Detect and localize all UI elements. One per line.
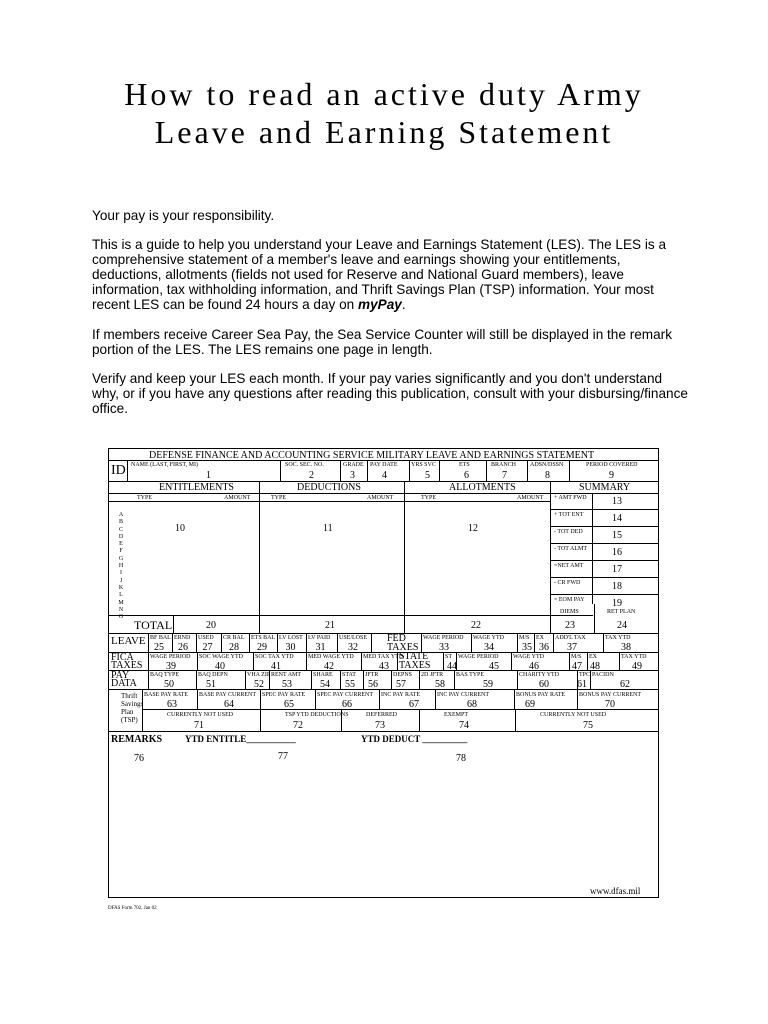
- leave-field-divider: [306, 633, 307, 652]
- pay-field-divider: [590, 670, 591, 689]
- id-branch-num: 7: [502, 470, 507, 481]
- tsp-row1-num: 67: [409, 699, 419, 710]
- state-field-label: ST: [445, 654, 453, 660]
- fed-field-divider: [517, 633, 518, 652]
- id-name-label: NAME (LAST, FIRST, MI): [131, 462, 198, 468]
- tsp-row1-label: INC PAY RATE: [381, 692, 421, 698]
- summary-row-label: - TOT DED: [554, 529, 583, 535]
- fica-field-divider: [148, 652, 149, 670]
- fica-field-label: SOC WAGE YTD: [199, 654, 244, 660]
- summary-row-divider: [550, 594, 658, 595]
- tsp-label-2: Savings: [121, 700, 144, 708]
- tsp-row2-label: CURRENTLY NOT USED: [167, 712, 234, 718]
- id-divider: [367, 460, 368, 481]
- id-label: ID: [111, 463, 126, 478]
- leave-field-label: BF BAL: [150, 635, 171, 641]
- state-field-divider: [443, 652, 444, 670]
- fica-state-divider: [397, 652, 398, 670]
- page-title-line-2: Leave and Earning Statement: [154, 114, 614, 150]
- pay-field-num: 59: [483, 679, 493, 690]
- ent-amount-col: AMOUNT: [224, 495, 251, 501]
- id-divider: [569, 460, 570, 481]
- state-field-num: 46: [529, 661, 539, 672]
- fica-field-num: 39: [166, 661, 176, 672]
- pay-data-label-2: DATA: [111, 678, 137, 689]
- tsp-row1-label: SPEC PAY RATE: [262, 692, 306, 698]
- allotments-num: 12: [468, 523, 478, 534]
- fed-field-num: 38: [621, 642, 631, 653]
- leave-field-divider: [196, 633, 197, 652]
- row-letter: K: [118, 584, 124, 591]
- tsp-row1-divider: [379, 689, 380, 709]
- total-allot-num: 22: [471, 620, 481, 631]
- header-divider: [109, 460, 658, 461]
- retplan-num: 24: [617, 620, 627, 631]
- pay-bottom-divider: [109, 689, 658, 690]
- summary-row-num: 15: [612, 530, 622, 541]
- tsp-row2-divider: [260, 709, 261, 731]
- tsp-row1-num: 66: [342, 699, 352, 710]
- state-field-divider: [456, 652, 457, 670]
- leave-field-label: LV PAID: [308, 635, 331, 641]
- tsp-row1-divider: [260, 689, 261, 709]
- pay-field-num: 62: [620, 679, 630, 690]
- leave-field-label: USE/LOSE: [339, 635, 368, 641]
- tsp-row1-num: 68: [467, 699, 477, 710]
- fed-field-divider: [471, 633, 472, 652]
- pay-field-num: 51: [206, 679, 216, 690]
- state-field-label: M/S: [571, 654, 582, 660]
- id-grade-num: 3: [350, 470, 355, 481]
- paragraph-sea-pay: If members receive Career Sea Pay, the Sea Service Counter will still be displayed in the remark portion of the LES. The LES remains one page in length.: [92, 327, 672, 357]
- id-ssn-num: 2: [309, 470, 314, 481]
- tsp-label-1: Thrift: [121, 692, 138, 700]
- pay-field-label: SHARE: [313, 672, 333, 678]
- pay-field-num: 56: [368, 679, 378, 690]
- tsp-row2-divider: [341, 709, 342, 731]
- pay-field-num: 53: [282, 679, 292, 690]
- remarks-num: 76: [134, 753, 144, 764]
- leave-field-divider: [172, 633, 173, 652]
- state-field-label: WAGE YTD: [513, 654, 544, 660]
- pay-field-label: BAQ TYPE: [150, 672, 180, 678]
- leave-field-num: 31: [315, 642, 326, 653]
- pay-field-divider: [196, 670, 197, 689]
- row-letter: M: [118, 599, 124, 606]
- id-divider: [340, 460, 341, 481]
- pay-field-label: BAS TYPE: [456, 672, 485, 678]
- paragraph-verify: Verify and keep your LES each month. If your pay varies significantly and you don't understand why, or if you have any questions after reading this publication, consult with your disbursing/finance office.: [92, 371, 688, 416]
- leave-label: LEAVE: [111, 635, 146, 647]
- tsp-row2-num: 73: [375, 720, 385, 731]
- tsp-row2-num: 71: [194, 720, 204, 731]
- tsp-row2-divider: [515, 709, 516, 731]
- fica-label-2: TAXES: [111, 660, 143, 671]
- tsp-row1-label: BASE PAY RATE: [144, 692, 189, 698]
- row-letter: J: [119, 577, 123, 584]
- pay-field-label: PACIDN: [592, 672, 614, 678]
- state-taxes-label-1: STATE: [399, 651, 429, 662]
- tsp-row1-divider: [577, 689, 578, 709]
- tsp-row2-label: CURRENTLY NOT USED: [540, 712, 607, 718]
- id-period-num: 9: [609, 470, 614, 481]
- fica-field-label: MED TAX YTD: [363, 654, 404, 660]
- pay-field-num: 50: [164, 679, 174, 690]
- pay-field-num: 54: [320, 679, 330, 690]
- fed-field-num: 34: [484, 642, 494, 653]
- summary-row-label: - CR FWD: [554, 580, 581, 586]
- total-top-divider: [109, 615, 593, 616]
- tsp-row2-num: 74: [459, 720, 469, 731]
- paragraph-guide: [92, 237, 692, 312]
- fed-field-label: WAGE PERIOD: [423, 635, 464, 641]
- tsp-row1-num: 69: [525, 699, 535, 710]
- fica-field-num: 42: [324, 661, 334, 672]
- state-field-divider: [619, 652, 620, 670]
- state-field-num: 49: [632, 661, 642, 672]
- id-ets-label: ETS: [459, 462, 470, 468]
- row-letters: [117, 512, 125, 621]
- summary-row-num: 17: [612, 564, 622, 575]
- id-period-label: PERIOD COVERED: [586, 462, 638, 468]
- remarks-label: REMARKS: [111, 734, 163, 745]
- pay-field-divider: [245, 670, 246, 689]
- pay-field-divider: [419, 670, 420, 689]
- id-divider: [527, 460, 528, 481]
- pay-field-divider: [454, 670, 455, 689]
- pay-data-label-1: PAY: [111, 670, 130, 681]
- pay-field-divider: [517, 670, 518, 689]
- fed-taxes-label-1: FED: [387, 633, 406, 644]
- allotments-header: ALLOTMENTS: [449, 482, 516, 493]
- pay-field-divider: [340, 670, 341, 689]
- leave-field-divider: [337, 633, 338, 652]
- retplan-label: RET PLAN: [607, 609, 636, 615]
- leave-field-label: LV LOST: [279, 635, 303, 641]
- pay-field-num: 61: [577, 679, 587, 690]
- fed-field-divider: [421, 633, 422, 652]
- tsp-label-3: Plan: [121, 708, 134, 716]
- ent-type-col: TYPE: [137, 495, 152, 501]
- tsp-row2-divider: [419, 709, 420, 731]
- ytd-deduct-num: 78: [456, 753, 466, 764]
- state-field-num: 47: [572, 661, 582, 672]
- id-name-num: 1: [206, 470, 211, 481]
- state-field-num: 44: [447, 661, 457, 672]
- leave-field-num: 25: [154, 642, 164, 653]
- pay-field-label: CHARITY YTD: [519, 672, 560, 678]
- id-divider: [486, 460, 487, 481]
- fica-field-num: 41: [271, 661, 281, 672]
- state-taxes-label-2: TAXES: [399, 660, 431, 671]
- state-field-label: EX: [589, 654, 597, 660]
- tsp-label-divider: [142, 689, 143, 731]
- id-divider: [439, 460, 440, 481]
- row-letter: G: [118, 555, 124, 562]
- row-letter: L: [119, 592, 123, 599]
- leave-field-num: 27: [202, 642, 213, 653]
- summary-row-label: + AMT FWD: [554, 495, 587, 501]
- tsp-bottom-divider: [109, 731, 658, 732]
- fica-field-num: 43: [379, 661, 389, 672]
- form-id: DFAS Form 702, Jan 02: [108, 906, 157, 911]
- tsp-row1-label: BASE PAY CURRENT: [199, 692, 257, 698]
- tsp-row1-label: BONUS PAY CURRENT: [579, 692, 642, 698]
- id-yrssvc-num: 5: [425, 470, 430, 481]
- paragraph-responsibility: Your pay is your responsibility.: [92, 208, 275, 223]
- tsp-row2-label: DEFERRED: [366, 712, 398, 718]
- fed-field-divider: [534, 633, 535, 652]
- col-divider-ent-ded: [259, 481, 260, 633]
- fed-field-num: 35: [522, 642, 532, 653]
- leave-field-num: 28: [229, 642, 239, 653]
- tsp-row1-divider: [197, 689, 198, 709]
- id-paydate-num: 4: [382, 470, 387, 481]
- summary-box-right: [592, 493, 593, 604]
- fica-field-divider: [306, 652, 307, 670]
- total-left-divider: [173, 615, 174, 633]
- pay-field-divider: [269, 670, 270, 689]
- summary-row-divider: [550, 560, 658, 561]
- fica-label-1: FICA: [111, 652, 134, 663]
- id-yrssvc-label: YRS SVC: [411, 462, 436, 468]
- pay-field-num: 58: [435, 679, 445, 690]
- leave-field-num: 32: [348, 642, 358, 653]
- subheader-divider: [109, 501, 550, 502]
- id-adsn-label: ADSN/DSSN: [530, 462, 564, 468]
- tsp-row1-divider: [315, 689, 316, 709]
- tsp-row1-num: 65: [284, 699, 294, 710]
- form-header: DEFENSE FINANCE AND ACCOUNTING SERVICE MILITARY LEAVE AND EARNINGS STATEMENT: [149, 450, 595, 461]
- pay-field-label: 2D JFTR: [421, 672, 444, 678]
- id-ets-num: 6: [464, 470, 469, 481]
- summary-row-label: - TOT ALMT: [554, 546, 588, 552]
- row-letter: F: [119, 548, 123, 555]
- entitlements-header: ENTITLEMENTS: [159, 482, 234, 493]
- pay-field-label: DEPNS: [393, 672, 413, 678]
- id-paydate-label: PAY DATE: [370, 462, 398, 468]
- summary-header: SUMMARY: [579, 482, 631, 493]
- leave-field-divider: [221, 633, 222, 652]
- pay-field-label: JFTR: [365, 672, 379, 678]
- row-letter: H: [118, 563, 124, 570]
- leave-field-label: ETS BAL: [251, 635, 276, 641]
- fed-field-label: M/S: [519, 635, 530, 641]
- pay-field-label: STAT: [342, 672, 356, 678]
- paragraph-guide-end: .: [401, 297, 406, 312]
- fica-field-divider: [361, 652, 362, 670]
- leave-field-label: USED: [198, 635, 214, 641]
- leave-field-divider: [277, 633, 278, 652]
- summary-row-num: 14: [612, 513, 622, 524]
- id-divider: [409, 460, 410, 481]
- website-label: www.dfas.mil: [590, 886, 641, 896]
- paragraph-guide-text: This is a guide to help you understand your Leave and Earnings Statement (LES). The LES is a comprehensive statement of a member's leave and earnings showing your entitlements, deductions, allotments (fields not used for Reserve and National Guard members), leave information, tax withholding information, and Thrift Savings Plan (TSP) information. Your most recent LES can be found 24 hours a day on: [92, 237, 667, 312]
- tsp-row1-label: INC PAY CURRENT: [437, 692, 490, 698]
- fed-field-label: EX: [536, 635, 544, 641]
- row-letter: N: [118, 606, 124, 613]
- id-divider: [280, 460, 281, 481]
- ded-type-col: TYPE: [271, 495, 286, 501]
- leave-field-num: 29: [257, 642, 267, 653]
- fed-field-divider: [603, 633, 604, 652]
- leave-field-label: ERND: [174, 635, 191, 641]
- fed-field-label: ADD'L TAX: [555, 635, 586, 641]
- pay-field-divider: [577, 670, 578, 689]
- total-ded-num: 21: [325, 620, 335, 631]
- tsp-row2-num: 75: [583, 720, 593, 731]
- pay-field-label: RENT AMT: [271, 672, 302, 678]
- row-letter: I: [120, 570, 122, 577]
- state-field-divider: [511, 652, 512, 670]
- pay-field-label: VHA ZIP: [247, 672, 271, 678]
- state-field-divider: [587, 652, 588, 670]
- tsp-row2-label: TSP YTD DEDUCTIONS: [285, 712, 349, 718]
- pay-field-label: TPC: [579, 672, 591, 678]
- fed-field-label: WAGE YTD: [473, 635, 504, 641]
- allot-type-col: TYPE: [421, 495, 436, 501]
- entitlements-num: 10: [175, 523, 185, 534]
- pay-field-num: 55: [345, 679, 355, 690]
- tsp-row1-divider: [514, 689, 515, 709]
- leave-fed-divider: [371, 633, 372, 652]
- leave-field-divider: [249, 633, 250, 652]
- fica-field-label: WAGE PERIOD: [150, 654, 191, 660]
- allot-amount-col: AMOUNT: [517, 495, 544, 501]
- id-grade-label: GRADE: [343, 462, 364, 468]
- state-field-divider: [569, 652, 570, 670]
- ytd-deduct-label: YTD DEDUCT __________: [361, 734, 468, 744]
- row-letter: C: [118, 526, 123, 533]
- fica-field-divider: [197, 652, 198, 670]
- deductions-num: 11: [323, 523, 333, 534]
- tsp-row1-num: 63: [167, 699, 177, 710]
- ytd-entitle-label: YTD ENTITLE___________: [185, 734, 296, 744]
- fica-field-divider: [253, 652, 254, 670]
- fed-field-label: TAX YTD: [605, 635, 631, 641]
- diems-label: DIEMS: [560, 609, 579, 615]
- state-field-num: 48: [590, 661, 600, 672]
- row-letter: B: [118, 519, 123, 526]
- total-label: TOTAL: [134, 618, 173, 632]
- summary-row-divider: [550, 526, 658, 527]
- summary-row-label: = EOM PAY: [554, 597, 585, 603]
- pay-field-num: 52: [254, 679, 264, 690]
- state-field-label: TAX YTD: [621, 654, 647, 660]
- fica-field-num: 40: [215, 661, 225, 672]
- les-form: [108, 448, 659, 898]
- leave-field-divider: [148, 633, 149, 652]
- leave-field-num: 30: [285, 642, 296, 653]
- fed-field-num: 36: [539, 642, 549, 653]
- state-field-num: 45: [489, 661, 499, 672]
- fed-field-num: 37: [567, 642, 577, 653]
- col-divider-ded-allot: [404, 481, 405, 633]
- tsp-row2-label: EXEMPT: [444, 712, 468, 718]
- retplan-divider: [594, 604, 595, 633]
- tsp-row1-label: SPEC PAY CURRENT: [317, 692, 374, 698]
- mypay-link[interactable]: myPay: [358, 297, 402, 312]
- ded-amount-col: AMOUNT: [367, 495, 394, 501]
- row-letter: D: [118, 533, 124, 540]
- diems-num: 23: [565, 620, 575, 631]
- summary-row-num: 13: [612, 496, 622, 507]
- fica-field-label: SOC TAX YTD: [255, 654, 294, 660]
- row-letter: O: [118, 614, 124, 621]
- summary-row-label: + TOT ENT: [554, 512, 584, 518]
- diems-divider: [550, 604, 551, 633]
- summary-row-num: 18: [612, 581, 622, 592]
- deductions-header: DEDUCTIONS: [297, 482, 361, 493]
- total-bottom-divider: [109, 633, 658, 634]
- fed-taxes-label-2: TAXES: [387, 642, 419, 653]
- state-field-label: WAGE PERIOD: [458, 654, 499, 660]
- pay-field-divider: [391, 670, 392, 689]
- id-divider: [127, 460, 128, 481]
- fed-field-divider: [553, 633, 554, 652]
- summary-row-divider: [550, 509, 658, 510]
- leave-field-num: 26: [178, 642, 188, 653]
- tsp-row2-num: 72: [293, 720, 303, 731]
- total-ent-num: 20: [206, 620, 216, 631]
- id-branch-label: BRANCH: [491, 462, 517, 468]
- pay-field-divider: [148, 670, 149, 689]
- tsp-row1-num: 70: [605, 699, 615, 710]
- row-letter: E: [119, 541, 123, 548]
- row-letter: A: [118, 512, 124, 518]
- tsp-row1-num: 64: [224, 699, 234, 710]
- summary-row-divider: [550, 543, 658, 544]
- page-title-line-1: How to read an active duty Army: [124, 76, 644, 112]
- pay-field-num: 60: [539, 679, 549, 690]
- pay-field-label: BAQ DEPN: [198, 672, 228, 678]
- ytd-entitle-num: 77: [278, 751, 288, 762]
- section-divider: [109, 493, 658, 494]
- summary-row-num: 16: [612, 547, 622, 558]
- leave-field-label: CR BAL: [223, 635, 245, 641]
- pay-field-divider: [363, 670, 364, 689]
- pay-field-num: 57: [396, 679, 406, 690]
- fica-field-label: MED WAGE YTD: [308, 654, 354, 660]
- summary-row-label: =NET AMT: [554, 563, 584, 569]
- tsp-mid-divider: [142, 709, 658, 710]
- summary-row-num: 19: [612, 598, 622, 609]
- summary-row-divider: [550, 577, 658, 578]
- pay-field-divider: [311, 670, 312, 689]
- tsp-row1-divider: [435, 689, 436, 709]
- tsp-label-4: (TSP): [121, 716, 138, 724]
- tsp-row1-label: BONUS PAY RATE: [516, 692, 566, 698]
- id-ssn-label: SOC. SEC. NO.: [285, 462, 324, 468]
- fed-field-num: 33: [439, 642, 449, 653]
- id-adsn-num: 8: [545, 470, 550, 481]
